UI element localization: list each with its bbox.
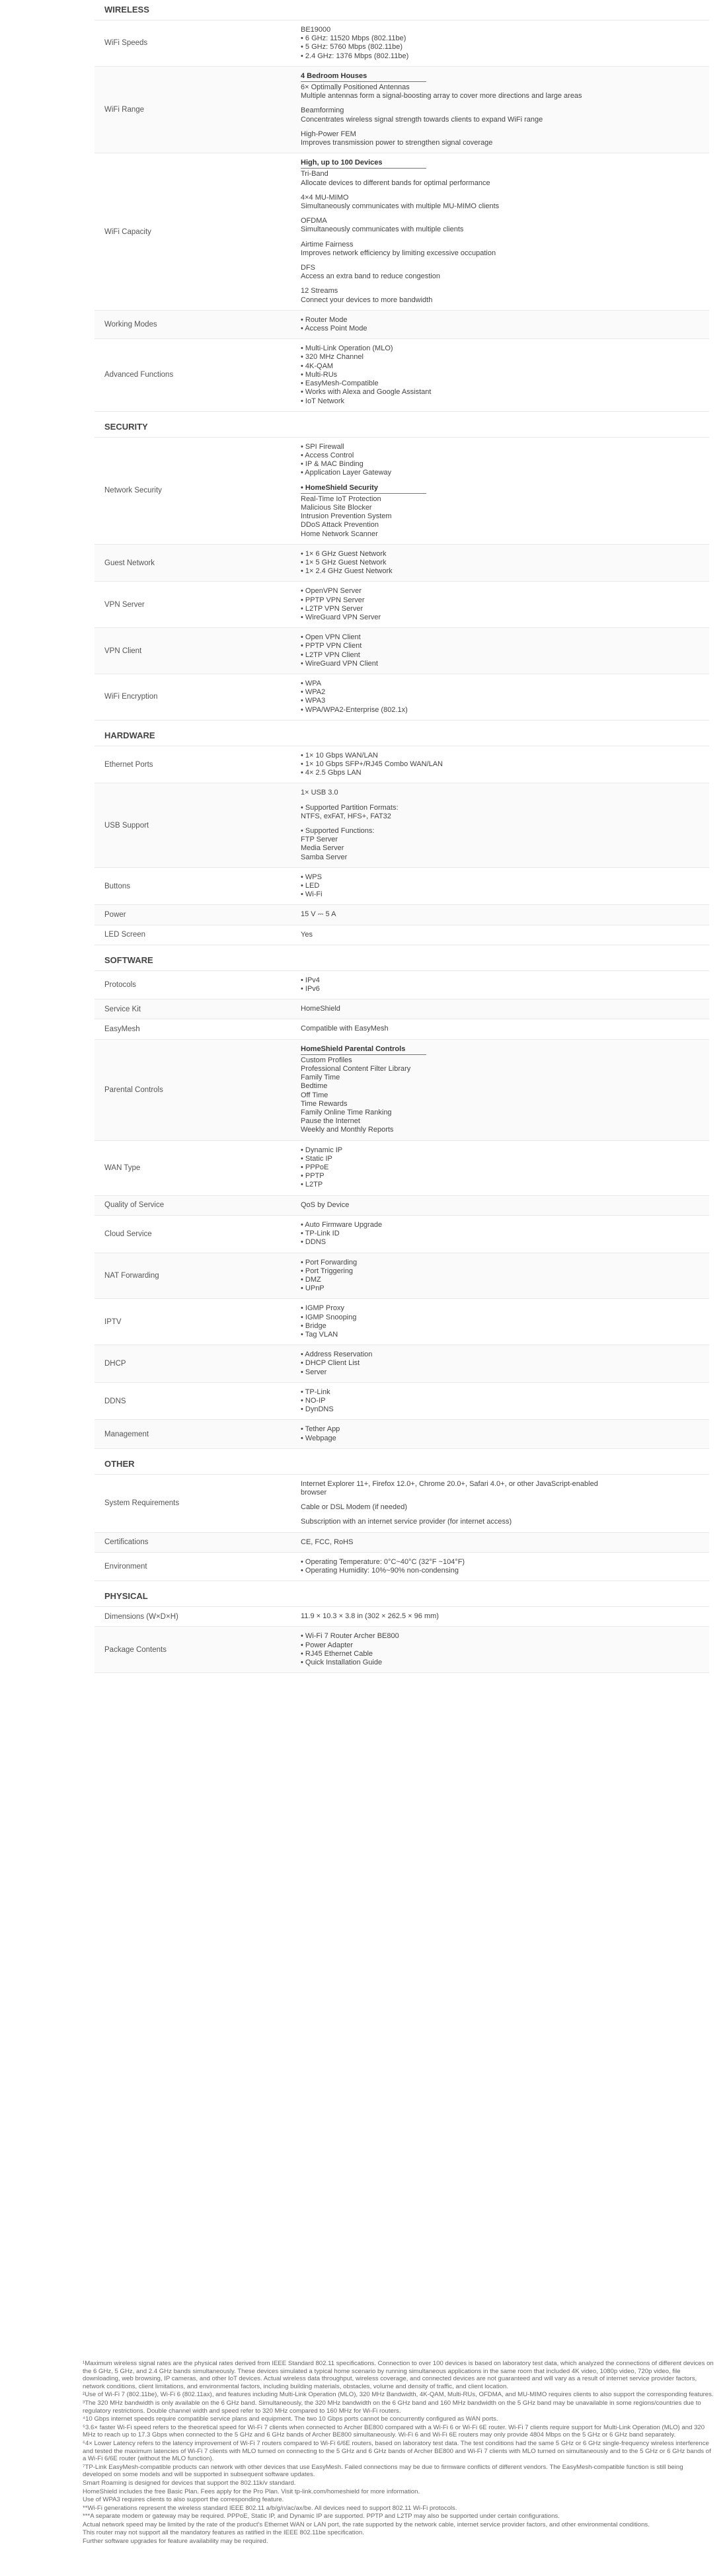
spec-value-line	[301, 484, 709, 495]
section-hardware	[95, 726, 709, 945]
spec-value	[301, 311, 709, 338]
spec-value-line: • Multi-RUs	[301, 370, 338, 379]
spec-value-line: • 4K-QAM	[301, 362, 334, 370]
spec-row	[95, 746, 709, 784]
spec-row	[95, 20, 709, 67]
spec-value	[301, 1299, 709, 1345]
spec-value-line: browser	[301, 1488, 327, 1497]
spec-value-line: • Works with Alexa and Google Assistant	[301, 388, 432, 397]
spec-label: WiFi Speeds	[104, 39, 148, 48]
spec-value	[301, 1475, 709, 1532]
spacer	[301, 1497, 709, 1503]
spec-value-line: 4×4 MU-MIMO	[301, 193, 349, 202]
spec-label: USB Support	[104, 821, 149, 830]
spacer	[301, 188, 709, 194]
spec-row	[95, 67, 709, 153]
spec-value	[301, 1383, 709, 1420]
spec-row	[95, 868, 709, 906]
spec-value	[301, 999, 709, 1019]
spec-value-line: Allocate devices to different bands for optimal performance	[301, 178, 490, 187]
spec-value-heading: High, up to 100 Devices	[301, 159, 426, 169]
spec-value-line: BE19000	[301, 26, 331, 34]
spec-value	[301, 783, 709, 867]
spec-value-line: Simultaneously communicates with multiple MU-MIMO clients	[301, 202, 500, 211]
spec-label: Working Modes	[104, 321, 157, 329]
spec-value-line: • Application Layer Gateway	[301, 469, 392, 477]
spec-row	[95, 1420, 709, 1448]
spec-row	[95, 1040, 709, 1141]
section-physical	[95, 1586, 709, 1673]
spec-value-line	[301, 159, 709, 170]
spec-label: Ethernet Ports	[104, 760, 153, 769]
spec-value-line: Beamforming	[301, 106, 344, 115]
spec-value-line: • Address Reservation	[301, 1350, 373, 1359]
spec-value-line: • WireGuard VPN Client	[301, 659, 378, 668]
spec-value-line: • PPTP	[301, 1172, 325, 1181]
footnotes	[83, 2360, 714, 2546]
spec-value-line: OFDMA	[301, 217, 327, 225]
spec-value-line: • DHCP Client List	[301, 1359, 360, 1368]
spec-label: Certifications	[104, 1538, 149, 1547]
spec-value-line: • Tag VLAN	[301, 1330, 338, 1339]
spec-label: System Requirements	[104, 1499, 180, 1508]
spacer	[301, 281, 709, 287]
spec-value-line: • Bridge	[301, 1321, 326, 1330]
spec-row	[95, 311, 709, 339]
spec-value-line	[301, 1045, 709, 1056]
spec-value-line: • TP-Link	[301, 1387, 330, 1396]
spec-value-line: • PPPoE	[301, 1163, 329, 1172]
spec-value-line: • 4× 2.5 Gbps LAN	[301, 769, 362, 777]
spec-value	[301, 1345, 709, 1382]
spec-label: Environment	[104, 1562, 147, 1571]
spec-value-line: • Open VPN Client	[301, 633, 361, 642]
spec-value-line: • WPA/WPA2-Enterprise (802.1x)	[301, 705, 408, 714]
spec-row	[95, 1475, 709, 1533]
spec-label: WiFi Encryption	[104, 693, 158, 701]
spec-label: Buttons	[104, 882, 130, 890]
specifications-table	[95, 0, 709, 1673]
spec-value-line: • LED	[301, 882, 320, 890]
spec-value-line: Malicious Site Blocker	[301, 503, 372, 512]
spec-label: EasyMesh	[104, 1025, 140, 1034]
spec-value	[301, 1533, 709, 1552]
spec-value-line: • WireGuard VPN Server	[301, 613, 381, 621]
spec-value-line: Subscription with an internet service provider (for internet access)	[301, 1518, 512, 1526]
spec-label: Cloud Service	[104, 1229, 152, 1238]
spec-value-line: DDoS Attack Prevention	[301, 521, 379, 529]
spec-value-line: Compatible with EasyMesh	[301, 1025, 389, 1033]
spacer	[301, 478, 709, 484]
section-title: OTHER	[95, 1454, 709, 1475]
spec-label: IPTV	[104, 1317, 122, 1326]
footnote: ³The 320 MHz bandwidth is only available on the 6 GHz band. Simultaneously, the 320 MHz bandwidth on the 6 GHz band and 160 MHz bandwidth on the 5 GHz band may be unavailable in some regions/countries due to regulatory restrictions. Double channel width and speed refer to 320 MHz compared to 160 MHz for Wi-Fi routers.	[83, 2399, 701, 2415]
spacer	[301, 235, 709, 241]
spec-label: Quality of Service	[104, 1201, 165, 1210]
spec-row	[95, 628, 709, 674]
spec-value-line: Improves transmission power to strengthen signal coverage	[301, 139, 493, 147]
spec-value-line: 12 Streams	[301, 287, 338, 295]
spec-row	[95, 1383, 709, 1421]
spec-value-line: • 1× 10 Gbps SFP+/RJ45 Combo WAN/LAN	[301, 760, 443, 768]
spec-value-line: • IPv6	[301, 985, 320, 994]
spec-value-line: • NO-IP	[301, 1396, 326, 1405]
section-security	[95, 417, 709, 721]
spec-value-line: • Port Forwarding	[301, 1258, 358, 1267]
footnote: This router may not support all the mandatory features as ratified in the IEEE 802.11be specification.	[83, 2529, 364, 2537]
spec-value-line: Pause the Internet	[301, 1117, 360, 1126]
spec-row	[95, 1019, 709, 1039]
spec-value	[301, 153, 709, 310]
spec-value-line: • SPI Firewall	[301, 442, 344, 451]
spec-value-line: 15 V ⎓ 5 A	[301, 910, 336, 919]
spec-value-line: Media Server	[301, 844, 344, 853]
spec-row	[95, 905, 709, 925]
spec-value-line: Off Time	[301, 1091, 328, 1099]
footnote: Smart Roaming is designed for devices that support the 802.11k/v standard.	[83, 2479, 296, 2487]
spec-value	[301, 925, 709, 945]
spec-row	[95, 1533, 709, 1553]
spec-value-line: 11.9 × 10.3 × 3.8 in (302 × 262.5 × 96 mm)	[301, 1612, 439, 1621]
footnote: Use of WPA3 requires clients to also support the corresponding feature.	[83, 2496, 284, 2504]
section-title: SOFTWARE	[95, 951, 709, 971]
spec-value-heading: 4 Bedroom Houses	[301, 72, 426, 82]
spec-row	[95, 545, 709, 582]
spec-value-line: • 320 MHz Channel	[301, 353, 364, 362]
spec-label: WiFi Range	[104, 106, 145, 114]
spec-value-line: • Wi-Fi 7 Router Archer BE800	[301, 1632, 399, 1641]
spec-label: Network Security	[104, 487, 162, 495]
spec-label: Advanced Functions	[104, 371, 174, 379]
spec-value-line: CE, FCC, RoHS	[301, 1538, 354, 1546]
spec-value-line: • Webpage	[301, 1434, 336, 1442]
spec-value-line: • PPTP VPN Server	[301, 596, 365, 604]
spec-value-line: • Power Adapter	[301, 1641, 354, 1649]
spec-row	[95, 438, 709, 545]
spec-label: Protocols	[104, 981, 136, 990]
spec-value-line: • IGMP Proxy	[301, 1304, 344, 1313]
spec-value-line: Weekly and Monthly Reports	[301, 1126, 394, 1134]
spec-value-line: Multiple antennas form a signal-boosting array to cover more directions and large areas	[301, 92, 582, 100]
spec-value-line: Family Online Time Ranking	[301, 1109, 392, 1117]
spacer	[301, 821, 709, 827]
spec-value-line: Concentrates wireless signal strength towards clients to expand WiFi range	[301, 115, 543, 124]
spec-label: WAN Type	[104, 1163, 141, 1172]
spec-value-line: • Tether App	[301, 1425, 340, 1434]
spec-value	[301, 1040, 709, 1140]
spec-value-line: • 1× 10 Gbps WAN/LAN	[301, 751, 378, 760]
spec-label: Parental Controls	[104, 1085, 163, 1094]
spec-value-line: • Router Mode	[301, 315, 348, 324]
spec-value-line: • WPS	[301, 873, 322, 881]
spec-value	[301, 1196, 709, 1215]
spacer	[301, 100, 709, 106]
footnote: ²Use of Wi-Fi 7 (802.11be), Wi-Fi 6 (802.11ax), and features including Multi-Link Operation (MLO), 320 MHz Bandwidth, 4K-QAM, Multi-RUs, OFDMA, and MU-MIMO requires clients to also support the corresponding features.	[83, 2391, 714, 2399]
spec-value-line: Cable or DSL Modem (if needed)	[301, 1503, 408, 1512]
spec-row	[95, 153, 709, 311]
spec-value-line: • L2TP VPN Client	[301, 650, 360, 659]
footnote: Further software upgrades for feature availability may be required.	[83, 2538, 268, 2546]
spec-value-line: • Wi-Fi	[301, 890, 323, 899]
spec-value	[301, 67, 709, 153]
spec-label: Dimensions (W×D×H)	[104, 1612, 178, 1621]
spec-value-line: • 6 GHz: 11520 Mbps (802.11be)	[301, 34, 406, 43]
footnote: ***A separate modem or gateway may be required. PPPoE, Static IP, and Dynamic IP are supported. PPTP and L2TP may also be supported under certain configurations.	[83, 2513, 560, 2520]
spec-value-line: • Supported Functions:	[301, 827, 375, 835]
section-wireless	[95, 0, 709, 412]
spec-value	[301, 20, 709, 66]
spec-row	[95, 999, 709, 1019]
spec-value-line: • Supported Partition Formats:	[301, 803, 399, 812]
spec-value-line: Professional Content Filter Library	[301, 1065, 411, 1073]
spacer	[301, 211, 709, 217]
spec-label: DHCP	[104, 1359, 126, 1368]
spec-row	[95, 971, 709, 999]
spec-value	[301, 746, 709, 783]
spec-value-line: • L2TP	[301, 1181, 323, 1189]
spec-value-line: Family Time	[301, 1073, 340, 1082]
spec-value-line: • IoT Network	[301, 397, 344, 405]
spec-value-line: HomeShield	[301, 1005, 340, 1013]
spec-value	[301, 971, 709, 999]
footnote: ⁴10 Gbps internet speeds require compatible service plans and equipment. The two 10 Gbps ports cannot be concurrently configured as WAN ports.	[83, 2415, 498, 2423]
footnote: ¹Maximum wireless signal rates are the physical rates derived from IEEE Standard 802.11 specifications. Connection to over 100 devices is based on laboratory test data, which analyzed the connections of different devices on the 6 GHz, 5 GHz, and 2.4 GHz bands simultaneously. These devices simulated a typical home scenario by running simultaneous applications in the same room that included 4K video, 1080p video, 720p video, file downloading, web browsing, IP cameras, and other IoT devices. Actual wireless data throughput, wireless coverage, and connected devices are not guaranteed and will vary as a result of internet service provider factors, network conditions, client limitations, and environmental factors, including building materials, obstacles, volume and density of traffic, and client location.	[83, 2360, 714, 2390]
spec-value-line: Samba Server	[301, 853, 348, 861]
spec-value	[301, 1553, 709, 1581]
spec-label: WiFi Capacity	[104, 227, 151, 236]
spec-value-line: Real-Time IoT Protection	[301, 494, 381, 503]
spec-value	[301, 1627, 709, 1672]
spec-row	[95, 1553, 709, 1581]
spec-value-line: FTP Server	[301, 836, 338, 844]
spec-value-line: • L2TP VPN Server	[301, 604, 364, 613]
spec-value-line: • Static IP	[301, 1154, 332, 1163]
spec-value-line: Access an extra band to reduce congestion	[301, 272, 440, 281]
spec-label: Management	[104, 1430, 149, 1438]
spec-row	[95, 1345, 709, 1383]
spacer	[301, 124, 709, 130]
spec-label: VPN Server	[104, 600, 145, 609]
spec-row	[95, 582, 709, 628]
spec-value	[301, 628, 709, 674]
section-software	[95, 951, 709, 1449]
spec-value-line: • IPv4	[301, 976, 320, 984]
spec-row	[95, 1253, 709, 1300]
spec-value-line: • DMZ	[301, 1275, 321, 1284]
spec-value-line: Connect your devices to more bandwidth	[301, 295, 433, 304]
spec-label: LED Screen	[104, 931, 146, 939]
spec-value-line: • EasyMesh-Compatible	[301, 379, 379, 388]
spec-value-line: • Operating Humidity: 10%~90% non-condensing	[301, 1566, 459, 1575]
spec-value-line: • Operating Temperature: 0°C~40°C (32°F ~104°F)	[301, 1557, 465, 1566]
spec-value	[301, 582, 709, 627]
spec-value-line: • PPTP VPN Client	[301, 642, 362, 650]
spec-value-line: Tri-Band	[301, 170, 328, 178]
spec-row	[95, 1299, 709, 1345]
spec-value-line: Internet Explorer 11+, Firefox 12.0+, Chrome 20.0+, Safari 4.0+, or other JavaScript-enabled	[301, 1479, 598, 1488]
spec-value-line: Improves network efficiency by limiting excessive occupation	[301, 249, 496, 257]
footnote: **Wi-Fi generations represent the wireless standard IEEE 802.11 a/b/g/n/ac/ax/be. All devices need to support 802.11 Wi-Fi protocols.	[83, 2504, 457, 2512]
spec-value	[301, 545, 709, 582]
spec-value-line: 6× Optimally Positioned Antennas	[301, 83, 410, 92]
spec-value-line: Yes	[301, 930, 313, 939]
spec-value-line: • IGMP Snooping	[301, 1313, 357, 1321]
spec-value-line: Intrusion Prevention System	[301, 512, 392, 521]
spec-label: Service Kit	[104, 1005, 141, 1013]
spec-value	[301, 1253, 709, 1299]
spec-value	[301, 1019, 709, 1038]
spec-label: Package Contents	[104, 1645, 167, 1654]
spec-value	[301, 339, 709, 410]
spec-value	[301, 1420, 709, 1448]
spec-label: DDNS	[104, 1397, 126, 1405]
footnote: ⁶4× Lower Latency refers to the latency improvement of Wi-Fi 7 routers compared to Wi-Fi 6/6E routers, based on laboratory test data. The test conditions had the same 5 GHz or 6 GHz single-frequency wireless interference and tested the maximum latencies of Wi-Fi 7 clients with MLO turned on connecting to the 5 GHz and 6 GHz bands of Archer BE800 and Wi-Fi 7 clients with MLO turned on simultaneously and to the 5 GHz or 6 GHz bands of a Wi-Fi 6/6E router (without the MLO function).	[83, 2439, 711, 2463]
spec-value-line: Time Rewards	[301, 1099, 348, 1108]
spacer	[301, 798, 709, 804]
spec-row	[95, 1141, 709, 1196]
footnote: HomeShield includes the free Basic Plan. Fees apply for the Pro Plan. Visit tp-link.com/homeshield for more information.	[83, 2487, 420, 2495]
spec-value-heading: • HomeShield Security	[301, 484, 426, 494]
spec-row	[95, 1627, 709, 1673]
spec-value-line: • Dynamic IP	[301, 1146, 343, 1154]
spec-value-line: • OpenVPN Server	[301, 587, 362, 596]
spec-value	[301, 1607, 709, 1626]
spec-value-line: • WPA3	[301, 697, 326, 705]
spec-value-line: QoS by Device	[301, 1200, 350, 1209]
spec-value-line: • WPA2	[301, 688, 326, 697]
spec-value-line: • Access Point Mode	[301, 325, 367, 333]
footnote: ⁷TP-Link EasyMesh-compatible products can network with other devices that use EasyMesh. Failed connections may be due to firmware conflicts of different vendors. The EasyMesh-compatible function is still being developed on some models and will be supported in subsequent software updates.	[83, 2463, 683, 2479]
section-title: WIRELESS	[95, 0, 709, 20]
spec-value-line: • 2.4 GHz: 1376 Mbps (802.11be)	[301, 52, 409, 60]
spec-label: VPN Client	[104, 646, 142, 655]
spec-row	[95, 674, 709, 721]
spec-value-line: Airtime Fairness	[301, 240, 354, 249]
spec-value-line: NTFS, exFAT, HFS+, FAT32	[301, 812, 391, 820]
spec-row	[95, 339, 709, 411]
spec-value-line: 1× USB 3.0	[301, 789, 338, 797]
section-other	[95, 1454, 709, 1581]
spec-value-line: • TP-Link ID	[301, 1229, 340, 1238]
spec-value	[301, 1216, 709, 1253]
spec-value-line: Custom Profiles	[301, 1056, 352, 1064]
spec-value-line: • DDNS	[301, 1238, 326, 1247]
spec-label: NAT Forwarding	[104, 1271, 159, 1280]
footnote: Actual network speed may be limited by the rate of the product's Ethernet WAN or LAN port, the rate supported by the network cable, internet service provider factors, and other environmental conditions.	[83, 2520, 650, 2528]
spec-label: Power	[104, 911, 126, 919]
spec-value-line: • UPnP	[301, 1284, 325, 1293]
spec-value-heading: HomeShield Parental Controls	[301, 1045, 426, 1055]
spec-value-line: • DynDNS	[301, 1405, 334, 1414]
spec-value-line: DFS	[301, 264, 315, 272]
spec-value-line: • Server	[301, 1368, 327, 1376]
spec-value-line: • Quick Installation Guide	[301, 1658, 383, 1666]
section-title: HARDWARE	[95, 726, 709, 746]
spec-value-line: • Multi-Link Operation (MLO)	[301, 344, 393, 353]
spec-row	[95, 783, 709, 867]
spec-value-line: • IP & MAC Binding	[301, 460, 364, 469]
spec-value-line: High-Power FEM	[301, 130, 356, 138]
spec-value-line: • 5 GHz: 5760 Mbps (802.11be)	[301, 43, 403, 52]
spec-value	[301, 905, 709, 924]
spec-value-line: • WPA	[301, 679, 322, 687]
spec-row	[95, 1607, 709, 1627]
spec-value	[301, 868, 709, 905]
spec-value-line: • 1× 2.4 GHz Guest Network	[301, 567, 393, 576]
spec-value-line: Bedtime	[301, 1082, 328, 1091]
spec-value-line: • Port Triggering	[301, 1267, 354, 1275]
spec-row	[95, 1216, 709, 1253]
spacer	[301, 1512, 709, 1518]
spec-value-line: • 1× 5 GHz Guest Network	[301, 558, 387, 566]
spec-value-line: Simultaneously communicates with multiple clients	[301, 225, 464, 234]
spec-value	[301, 674, 709, 720]
section-title: SECURITY	[95, 417, 709, 438]
spec-row	[95, 1196, 709, 1216]
section-title: PHYSICAL	[95, 1586, 709, 1607]
spec-value-line	[301, 72, 709, 83]
spec-value-line: • 1× 6 GHz Guest Network	[301, 549, 387, 558]
spec-value-line: • RJ45 Ethernet Cable	[301, 1649, 373, 1658]
spec-value	[301, 1141, 709, 1195]
spec-row	[95, 925, 709, 945]
spec-value-line: Home Network Scanner	[301, 529, 378, 538]
spec-value-line: • Auto Firmware Upgrade	[301, 1220, 383, 1229]
spec-label: Guest Network	[104, 559, 155, 567]
spacer	[301, 258, 709, 264]
footnote: ⁵3.6× faster Wi-Fi speed refers to the theoretical speed for Wi-Fi 7 clients when connected to Archer BE800 compared with a Wi-Fi 6 or Wi-Fi 6E router. Wi-Fi 7 clients require support for Multi-Link Operation (MLO) and 320 MHz to reach up to 17.3 Gbps when connected to the 5 GHz and 6 GHz bands of Archer BE800 simultaneously. Wi-Fi 6 and Wi-Fi 6E routers may only provide 4804 Mbps on the 5 GHz or 6 GHz band separately.	[83, 2423, 705, 2439]
spec-value	[301, 438, 709, 544]
spec-value-line: • Access Control	[301, 451, 354, 459]
